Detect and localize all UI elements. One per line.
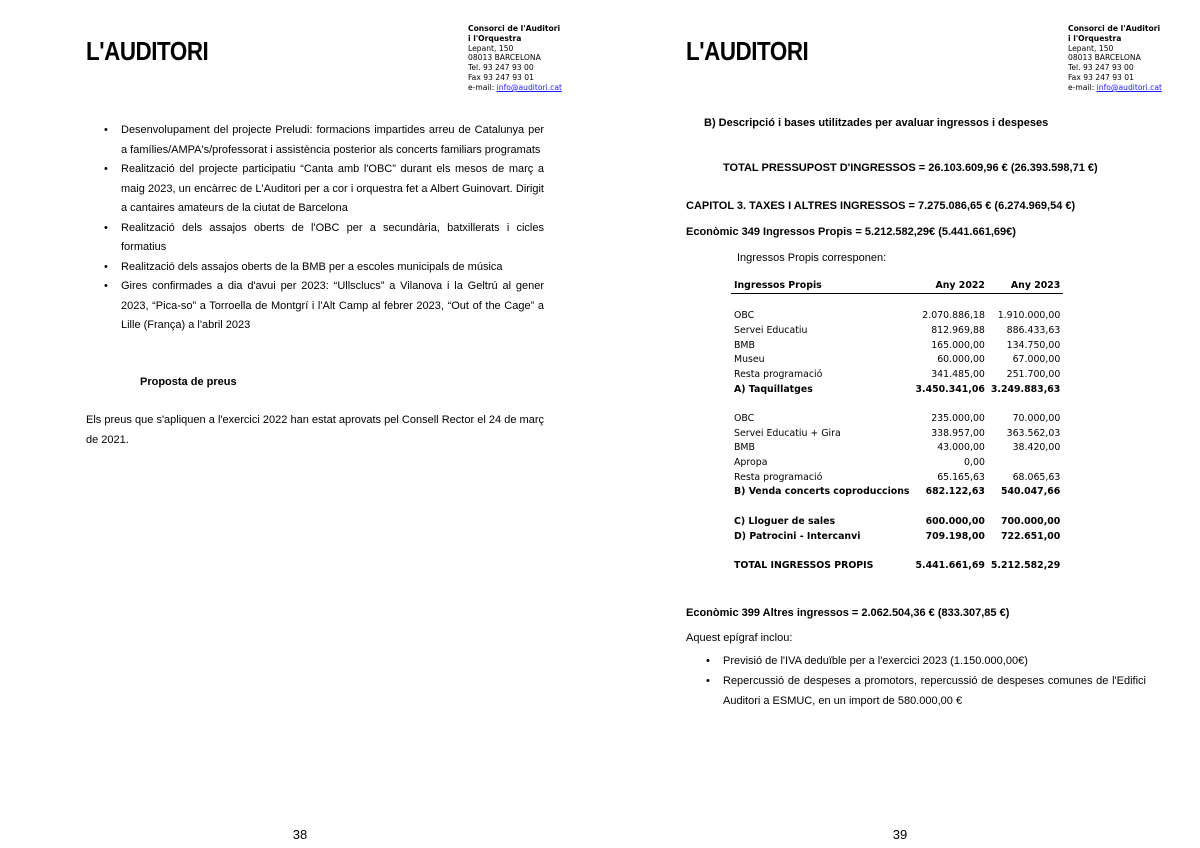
spacer-cell bbox=[731, 397, 1063, 412]
value-cell-y2023: 363.562,03 bbox=[1006, 427, 1061, 439]
fax: Fax 93 247 93 01 bbox=[468, 72, 534, 82]
value-cell-y2023: 251.700,00 bbox=[1006, 368, 1061, 380]
value-cell-y2022: 682.122,63 bbox=[925, 486, 985, 498]
value-cell-y2022: 709.198,00 bbox=[925, 530, 985, 542]
list-item: • Realització del projecte participatiu “Canta amb l'OBC” durant els mesos de març a maig 2023, un encàrrec de L'Auditori per a cor i orquestra fet a Albert Guinovart. Dirigit a cantaires amateurs de la ciutat de Barcelona bbox=[104, 160, 544, 219]
right-page bbox=[600, 0, 1200, 848]
email-line bbox=[1068, 83, 1162, 93]
value-cell-y2022: 165.000,00 bbox=[931, 339, 985, 351]
auditori-logo: L'AUDITORI bbox=[86, 36, 209, 66]
row-label-cell: Resta programació bbox=[734, 471, 823, 483]
row-label-cell: D) Patrocini - Intercanvi bbox=[734, 530, 861, 542]
value-cell-y2023: 134.750,00 bbox=[1006, 339, 1061, 351]
list-item: • Realització dels assajos oberts de la BMB per a escoles municipals de música bbox=[104, 258, 544, 278]
table-spacer-row bbox=[731, 397, 1063, 412]
auditori-logo: L'AUDITORI bbox=[686, 36, 809, 66]
value-cell-y2022: 341.485,00 bbox=[931, 368, 985, 380]
email-label: e-mail: bbox=[468, 82, 497, 92]
table-row bbox=[731, 323, 1063, 338]
table-row bbox=[731, 455, 1063, 470]
spacer-cell bbox=[731, 293, 1063, 308]
table-body bbox=[731, 293, 1063, 573]
org-name-line1: Consorci de l'Auditori bbox=[468, 24, 561, 33]
table-row bbox=[731, 529, 1063, 544]
table-row bbox=[731, 308, 1063, 323]
value-cell-y2023: 886.433,63 bbox=[1006, 324, 1061, 336]
telephone: Tel. 93 247 93 00 bbox=[1068, 63, 1134, 73]
value-cell-y2022: 2.070.886,18 bbox=[922, 310, 985, 322]
column-header-2023: Any 2023 bbox=[988, 278, 1063, 293]
page-number: 38 bbox=[292, 827, 308, 842]
table-row bbox=[731, 485, 1063, 500]
page-number: 39 bbox=[892, 827, 908, 842]
value-cell-y2022: 0,00 bbox=[964, 457, 985, 469]
table-row bbox=[731, 514, 1063, 529]
row-label-cell: TOTAL INGRESSOS PROPIS bbox=[734, 559, 874, 571]
table-row bbox=[731, 411, 1063, 426]
table-row bbox=[731, 338, 1063, 353]
table-spacer-row bbox=[731, 293, 1063, 308]
list-item: • Previsió de l'IVA deduïble per a l'exercici 2023 (1.150.000,00€) bbox=[706, 651, 1146, 671]
value-cell-y2023: 5.212.582,29 bbox=[990, 559, 1061, 571]
value-cell-y2022: 43.000,00 bbox=[937, 442, 985, 454]
value-cell-y2023: 70.000,00 bbox=[1012, 413, 1061, 425]
telephone: Tel. 93 247 93 00 bbox=[468, 63, 534, 73]
aquest-epigraf: Aquest epígraf inclou: bbox=[686, 632, 793, 644]
table-row bbox=[731, 426, 1063, 441]
row-label-cell: OBC bbox=[734, 413, 755, 425]
table-header-row bbox=[731, 278, 1063, 293]
city-address: 08013 BARCELONA bbox=[1068, 53, 1141, 63]
table-row bbox=[731, 470, 1063, 485]
list-item: • Gires confirmades a dia d'avui per 2023: “Ullsclucs” a Vilanova i la Geltrú al gener 2023, “Pica-so” a Torroella de Montgrí i l'Alt Camp al febrer 2023, “Out of the Cage” a Lille (França) a l'abril 2023 bbox=[104, 277, 544, 336]
row-label-cell: Servei Educatiu + Gira bbox=[734, 427, 841, 439]
proposta-heading: Proposta de preus bbox=[140, 376, 237, 388]
value-cell-y2023: 3.249.883,63 bbox=[990, 383, 1061, 395]
value-cell-y2022: 60.000,00 bbox=[937, 354, 985, 366]
table-spacer-row bbox=[731, 543, 1063, 558]
street-address: Lepant, 150 bbox=[1068, 43, 1114, 53]
value-cell-y2022: 600.000,00 bbox=[925, 515, 985, 527]
email-link[interactable]: info@auditori.cat bbox=[1096, 82, 1162, 92]
column-header-2022: Any 2022 bbox=[913, 278, 988, 293]
value-cell-y2022: 5.441.661,69 bbox=[915, 559, 985, 571]
section-b-heading: B) Descripció i bases utilitzades per avaluar ingressos i despeses bbox=[704, 117, 1049, 129]
fax: Fax 93 247 93 01 bbox=[1068, 72, 1134, 82]
activities-list bbox=[104, 121, 544, 336]
org-name-line2: i l'Orquestra bbox=[468, 33, 522, 43]
row-label-cell: Museu bbox=[734, 354, 765, 366]
contact-block bbox=[468, 24, 562, 93]
row-label-cell: OBC bbox=[734, 310, 755, 322]
value-cell-y2022: 812.969,88 bbox=[931, 324, 985, 336]
list-item: • Realització dels assajos oberts de l'OBC per a secundària, batxillerats i cicles formatius bbox=[104, 219, 544, 258]
value-cell-y2023: 1.910.000,00 bbox=[997, 310, 1061, 322]
column-header-concept: Ingressos Propis bbox=[731, 278, 913, 293]
list-item: • Desenvolupament del projecte Preludi: formacions impartides arreu de Catalunya per a famílies/AMPA's/professorat i assistència posterior als concerts familiars programats bbox=[104, 121, 544, 160]
value-cell-y2023: 540.047,66 bbox=[1001, 486, 1061, 498]
value-cell-y2023 bbox=[988, 455, 1063, 470]
table-row bbox=[731, 382, 1063, 397]
row-label-cell: Apropa bbox=[734, 457, 768, 469]
value-cell-y2022: 65.165,63 bbox=[937, 471, 985, 483]
org-name-line2: i l'Orquestra bbox=[1068, 33, 1122, 43]
economic399-heading: Econòmic 399 Altres ingressos = 2.062.504,36 € (833.307,85 €) bbox=[686, 607, 1010, 619]
ingressos-intro: Ingressos Propis corresponen: bbox=[737, 252, 887, 264]
value-cell-y2023: 68.065,63 bbox=[1012, 471, 1061, 483]
row-label-cell: C) Lloguer de sales bbox=[734, 515, 836, 527]
value-cell-y2022: 235.000,00 bbox=[931, 413, 985, 425]
email-link[interactable]: info@auditori.cat bbox=[496, 82, 562, 92]
list-item: • Repercussió de despeses a promotors, repercussió de despeses comunes de l'Edifici Auditori a ESMUC, en un import de 580.000,00 € bbox=[706, 671, 1146, 711]
row-label-cell: BMB bbox=[734, 339, 755, 351]
row-label-cell: BMB bbox=[734, 442, 755, 454]
email-line bbox=[468, 83, 562, 93]
economic349-heading: Econòmic 349 Ingressos Propis = 5.212.582,29€ (5.441.661,69€) bbox=[686, 226, 1016, 238]
table-spacer-row bbox=[731, 499, 1063, 514]
value-cell-y2023: 722.651,00 bbox=[1001, 530, 1061, 542]
ingressos-propis-table bbox=[731, 278, 1063, 573]
org-name-line1: Consorci de l'Auditori bbox=[1068, 24, 1161, 33]
table-row bbox=[731, 441, 1063, 456]
altres-ingressos-list bbox=[706, 651, 1146, 711]
table-row bbox=[731, 558, 1063, 573]
preus-paragraph: Els preus que s'apliquen a l'exercici 2022 han estat aprovats pel Consell Rector el 24 de març de 2021. bbox=[86, 414, 544, 446]
street-address: Lepant, 150 bbox=[468, 43, 514, 53]
value-cell-y2023: 67.000,00 bbox=[1012, 354, 1061, 366]
city-address: 08013 BARCELONA bbox=[468, 53, 541, 63]
contact-block bbox=[1068, 24, 1162, 93]
row-label-cell: Resta programació bbox=[734, 368, 823, 380]
spacer-cell bbox=[731, 499, 1063, 514]
value-cell-y2022: 3.450.341,06 bbox=[915, 383, 985, 395]
table-row bbox=[731, 367, 1063, 382]
row-label-cell: B) Venda concerts coproduccions bbox=[734, 486, 910, 498]
spacer-cell bbox=[731, 543, 1063, 558]
value-cell-y2022: 338.957,00 bbox=[931, 427, 985, 439]
capitol3-heading: CAPITOL 3. TAXES I ALTRES INGRESSOS = 7.275.086,65 € (6.274.969,54 €) bbox=[686, 200, 1076, 212]
total-pressupost-heading: TOTAL PRESSUPOST D'INGRESSOS = 26.103.609,96 € (26.393.598,71 €) bbox=[723, 162, 1098, 174]
row-label-cell: A) Taquillatges bbox=[734, 383, 813, 395]
value-cell-y2023: 700.000,00 bbox=[1001, 515, 1061, 527]
table-row bbox=[731, 352, 1063, 367]
row-label-cell: Servei Educatiu bbox=[734, 324, 808, 336]
value-cell-y2023: 38.420,00 bbox=[1012, 442, 1061, 454]
email-label: e-mail: bbox=[1068, 82, 1097, 92]
